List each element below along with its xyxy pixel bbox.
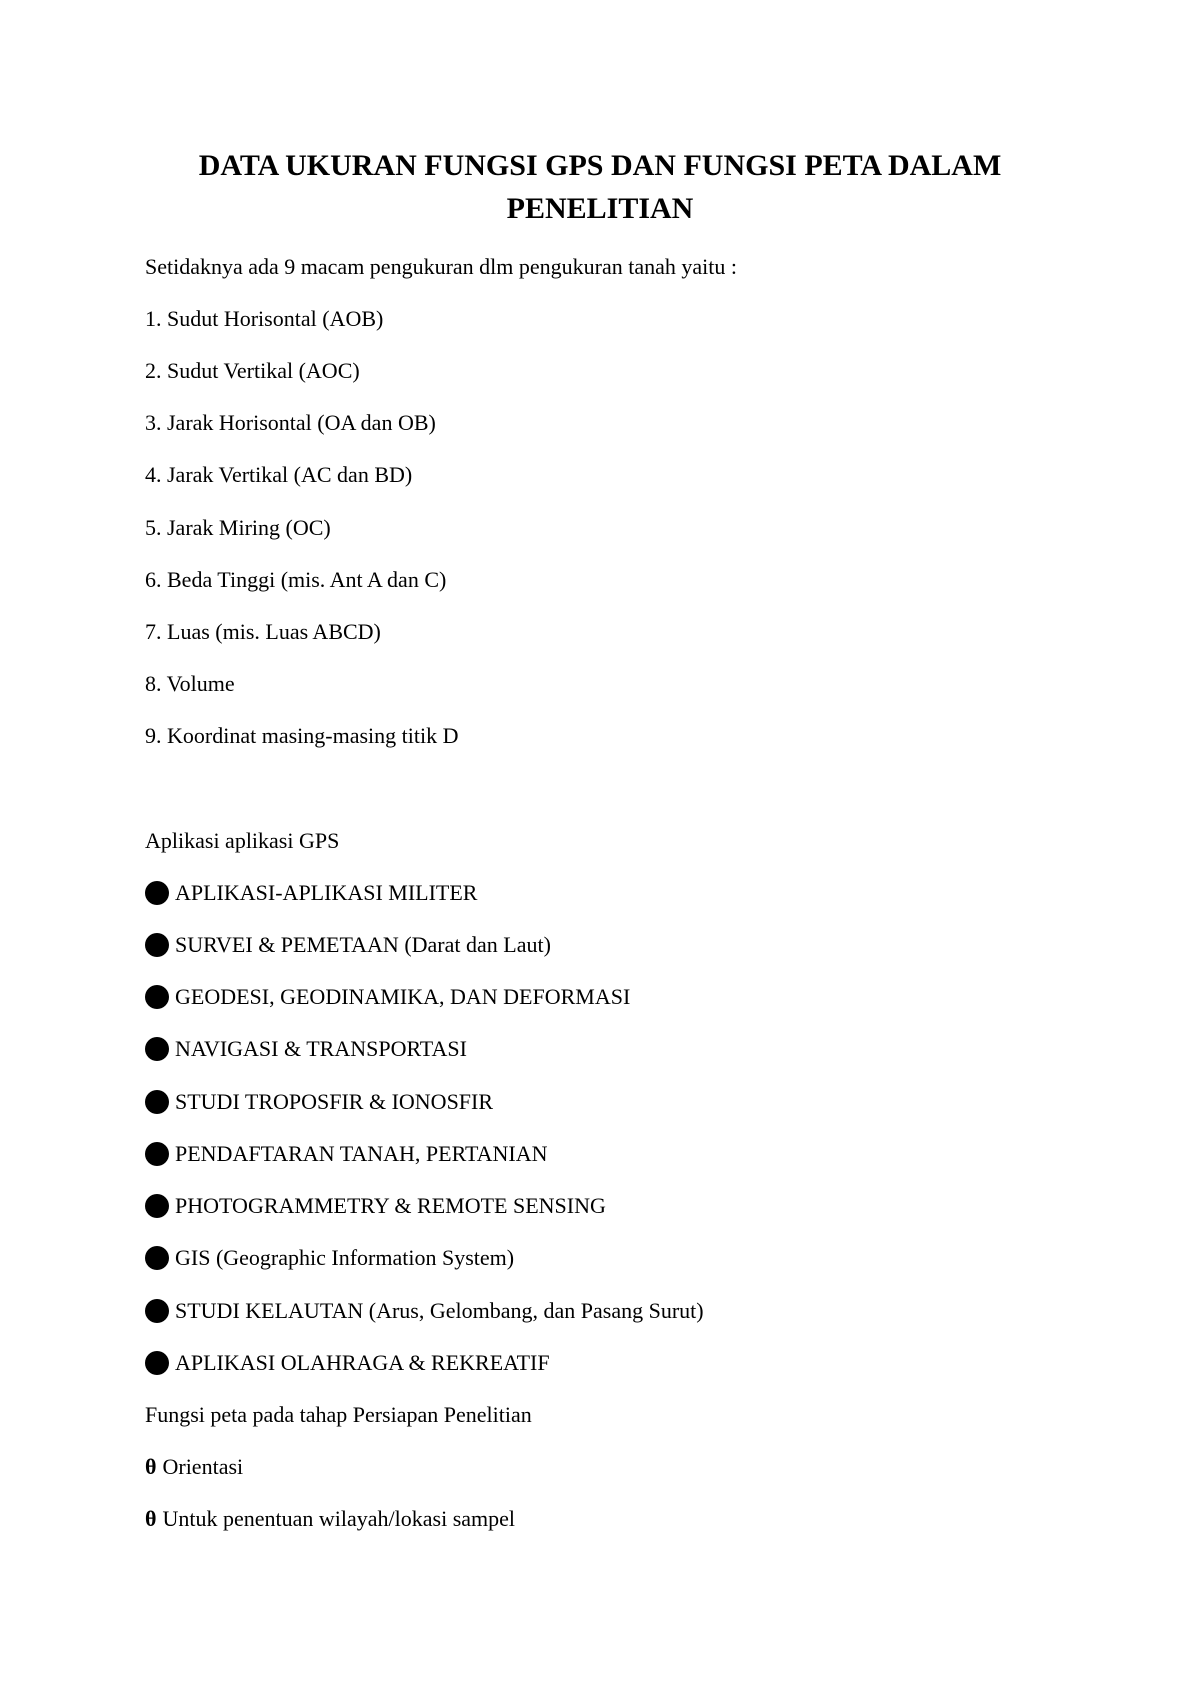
gps-application-item-10 [145,1348,550,1378]
gps-application-item-9 [145,1296,704,1326]
gps-application-label: APLIKASI-APLIKASI MILITER [175,880,478,905]
gps-application-item-5 [145,1087,493,1117]
bullet-icon [145,985,169,1009]
measurement-item-5: 5. Jarak Miring (OC) [145,515,331,540]
measurement-item-7: 7. Luas (mis. Luas ABCD) [145,619,381,644]
bullet-icon [145,1090,169,1114]
gps-application-label: STUDI KELAUTAN (Arus, Gelombang, dan Pasang Surut) [175,1298,704,1323]
gps-application-label: SURVEI & PEMETAAN (Darat dan Laut) [175,932,551,957]
gps-application-label: STUDI TROPOSFIR & IONOSFIR [175,1089,494,1114]
measurement-item-2: 2. Sudut Vertikal (AOC) [145,358,360,383]
gps-application-item-3 [145,982,630,1012]
gps-application-label: GEODESI, GEODINAMIKA, DAN DEFORMASI [175,984,631,1009]
gps-application-item-8 [145,1243,514,1273]
gps-application-label: NAVIGASI & TRANSPORTASI [175,1036,467,1061]
intro-text: Setidaknya ada 9 macam pengukuran dlm pengukuran tanah yaitu : [145,254,737,279]
document-title: DATA UKURAN FUNGSI GPS DAN FUNGSI PETA DALAM PENELITIAN [198,149,1002,225]
measurement-item-1: 1. Sudut Horisontal (AOB) [145,306,384,331]
theta-bullet-icon: θ [145,1506,157,1531]
bullet-icon [145,1037,169,1061]
gps-application-item-2 [145,930,551,960]
bullet-icon [145,881,169,905]
bullet-icon [145,1142,169,1166]
gps-application-item-7 [145,1191,606,1221]
gps-application-item-4 [145,1034,467,1064]
gps-application-label: APLIKASI OLAHRAGA & REKREATIF [175,1350,550,1375]
gps-applications-heading: Aplikasi aplikasi GPS [145,828,340,853]
bullet-icon [145,1351,169,1375]
gps-application-item-6 [145,1139,548,1169]
bullet-icon [145,933,169,957]
bullet-icon [145,1194,169,1218]
map-function-item-2 [145,1504,515,1534]
measurement-item-8: 8. Volume [145,671,235,696]
map-function-label: Orientasi [162,1454,244,1479]
map-function-item-1 [145,1452,243,1482]
measurement-item-6: 6. Beda Tinggi (mis. Ant A dan C) [145,567,447,592]
gps-application-item-1 [145,878,477,908]
map-function-label: Untuk penentuan wilayah/lokasi sampel [162,1506,516,1531]
measurement-item-4: 4. Jarak Vertikal (AC dan BD) [145,462,413,487]
measurement-item-3: 3. Jarak Horisontal (OA dan OB) [145,410,436,435]
theta-bullet-icon: θ [145,1454,157,1479]
bullet-icon [145,1246,169,1270]
map-functions-heading: Fungsi peta pada tahap Persiapan Penelitian [145,1402,532,1427]
gps-application-label: PHOTOGRAMMETRY & REMOTE SENSING [175,1193,606,1218]
bullet-icon [145,1299,169,1323]
measurement-item-9: 9. Koordinat masing-masing titik D [145,723,459,748]
gps-application-label: PENDAFTARAN TANAH, PERTANIAN [175,1141,548,1166]
gps-application-label: GIS (Geographic Information System) [175,1245,515,1270]
